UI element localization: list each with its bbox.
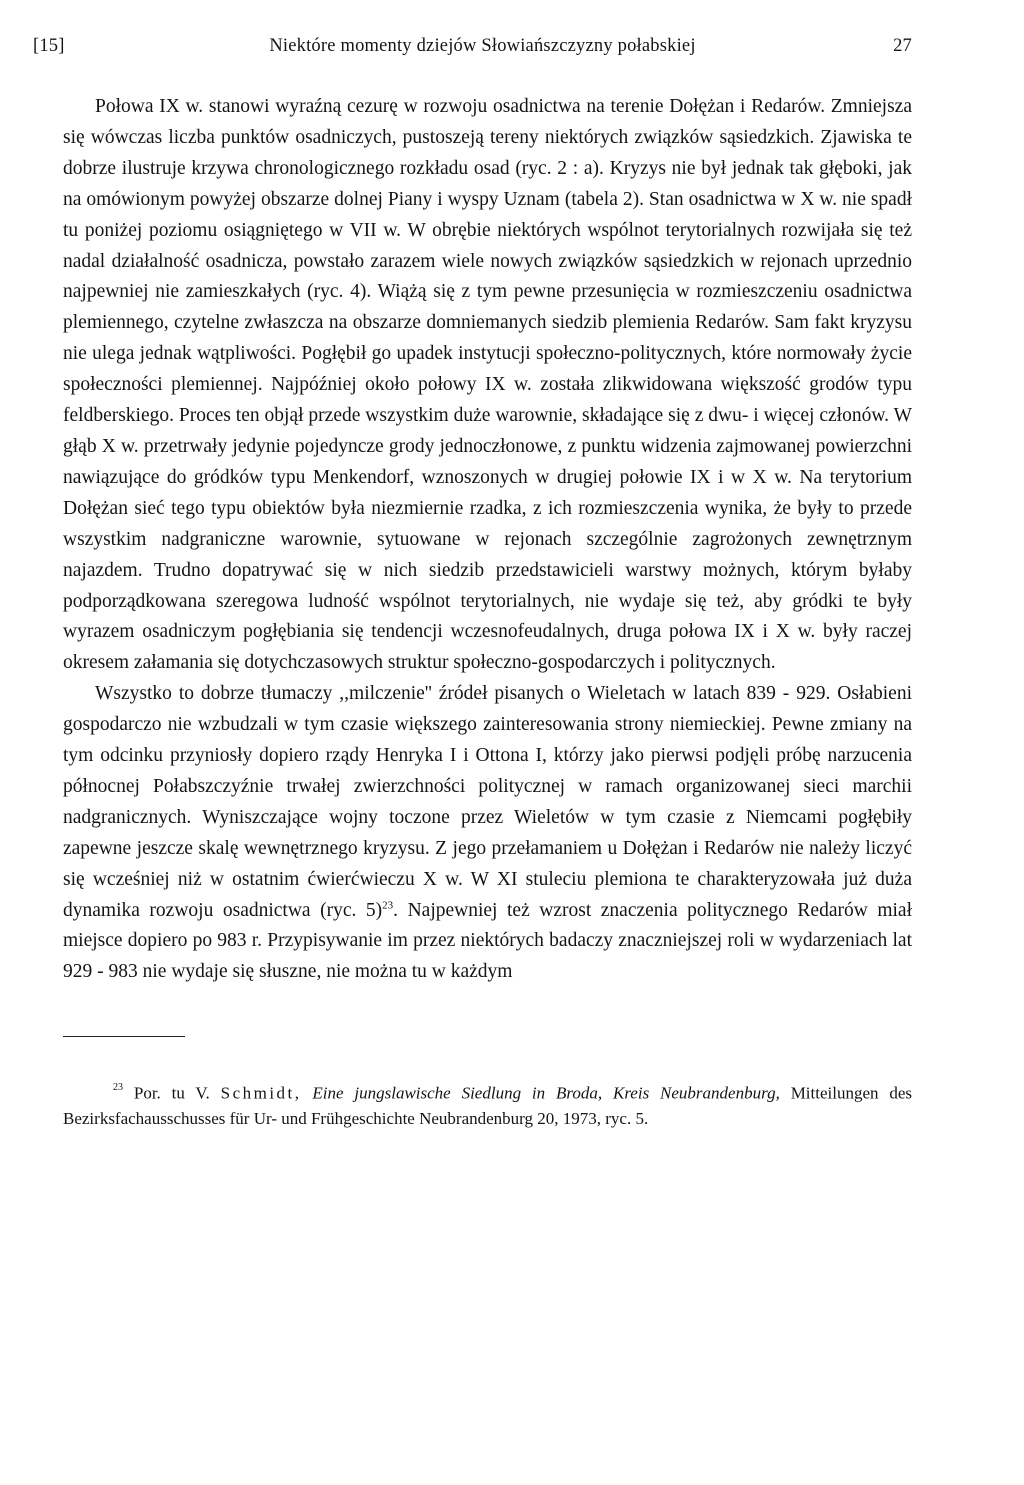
body-text [63,92,912,988]
footnote-mark: 23 [113,1082,123,1094]
running-head [33,32,912,60]
page-number: 27 [893,36,912,56]
running-title: Niektóre momenty dziejów Słowiańszczyzny połabskiej [269,36,696,56]
footnote-lead: Por. tu V. [133,1083,210,1103]
footnote-title: Eine jungslawische Siedlung in Broda, Kreis Neubrandenburg, [312,1083,780,1103]
page [33,32,913,1132]
paragraph-2 [63,679,912,988]
footnote-23 [63,1077,912,1132]
paragraph-2-text-a: Wszystko to dobrze tłumaczy ,,milczenie'' źródeł pisanych o Wieletach w latach 839 - 929. Osłabieni gospodarczo nie wzbudzali w tym czasie większego zainteresowania strony niemieckiej. Pewne zmiany na tym odcinku przyniosły dopiero rządy Henryka I i Ottona I, którzy jako pierwsi podjęli próbę narzucenia północnej Połabszczyźnie trwałej zwierzchności politycznej w ramach organizowanej sieci marchii nadgranicznych. Wyniszczające wojny toczone przez Wieletów w tym czasie z Niemcami pogłębiły zapewne jeszcze skalę wewnętrznego kryzysu. Z jego przełamaniem u Dołężan i Redarów nie należy liczyć się wcześniej niż w ostatnim ćwierćwieczu X w. W XI stuleciu plemiona te charakteryzowała już duża dynamika rozwoju osadnictwa (ryc. 5) [63,683,912,921]
page-signature: [15] [33,36,65,56]
footnote-reference: 23 [382,899,394,912]
footnote-author: Schmidt, [220,1083,302,1103]
paragraph-2-text-b: . Najpewniej też wzrost znaczenia politycznego Redarów miał miejsce dopiero po 983 r. Przypisywanie im przez niektórych badaczy znaczniejszej roli w wydarzeniach lat 929 - 983 nie wydaje się słuszne, nie można tu w każdym [63,899,913,983]
footnote-rest: Mitteilungen des Bezirksfachausschusses für Ur- und Frühgeschichte Neubrandenburg 20, 1973, ryc. 5. [63,1083,913,1129]
paragraph-1: Połowa IX w. stanowi wyraźną cezurę w rozwoju osadnictwa na terenie Dołężan i Redarów. Zmniejsza się wówczas liczba punktów osadniczych, pustoszeją tereny niektórych związków sąsiedzkich. Zjawiska te dobrze ilustruje krzywa chronologicznego rozkładu osad (ryc. 2 : a). Kryzys nie był jednak tak głęboki, jak na omówionym powyżej obszarze dolnej Piany i wyspy Uznam (tabela 2). Stan osadnictwa w X w. nie spadł tu poniżej poziomu osiągniętego w VII w. W obrębie niektórych wspólnot terytorialnych rozwijała się też nadal działalność osadnicza, powstało zarazem wiele nowych związków sąsiedzkich w rejonach uprzednio najpewniej nie zamieszkałych (ryc. 4). Wiążą się z tym pewne przesunięcia w rozmieszczeniu osadnictwa plemiennego, czytelne zwłaszcza na obszarze domniemanych siedzib plemienia Redarów. Sam fakt kryzysu nie ulega jednak wątpliwości. Pogłębił go upadek instytucji społeczno-politycznych, które normowały życie społeczności plemiennej. Najpóźniej około połowy IX w. została zlikwidowana większość grodów typu feldberskiego. Proces ten objął przede wszystkim duże warownie, składające się z dwu- i więcej członów. W głąb X w. przetrwały jedynie pojedyncze grody jednoczłonowe, z punktu widzenia zajmowanej powierzchni nawiązujące do gródków typu Menkendorf, wznoszonych w drugiej połowie IX i w X w. Na terytorium Dołężan sieć tego typu obiektów była niezmiernie rzadka, z ich rozmieszczenia wynika, że były to przede wszystkim nadgraniczne warownie, sytuowane w rejonach szczególnie zagrożonych zewnętrznym najazdem. Trudno dopatrywać się w nich siedzib przedstawicieli warstwy możnych, którym byłaby podporządkowana szeregowa ludność wspólnot terytorialnych, nie wydaje się też, aby gródki te były wyrazem osadniczym pogłębiania się tendencji wczesnofeudalnych, druga połowa IX i X w. były raczej okresem załamania się dotychczasowych struktur społeczno-gospodarczych i politycznych. [63,96,912,674]
footnote-separator [63,1036,185,1037]
